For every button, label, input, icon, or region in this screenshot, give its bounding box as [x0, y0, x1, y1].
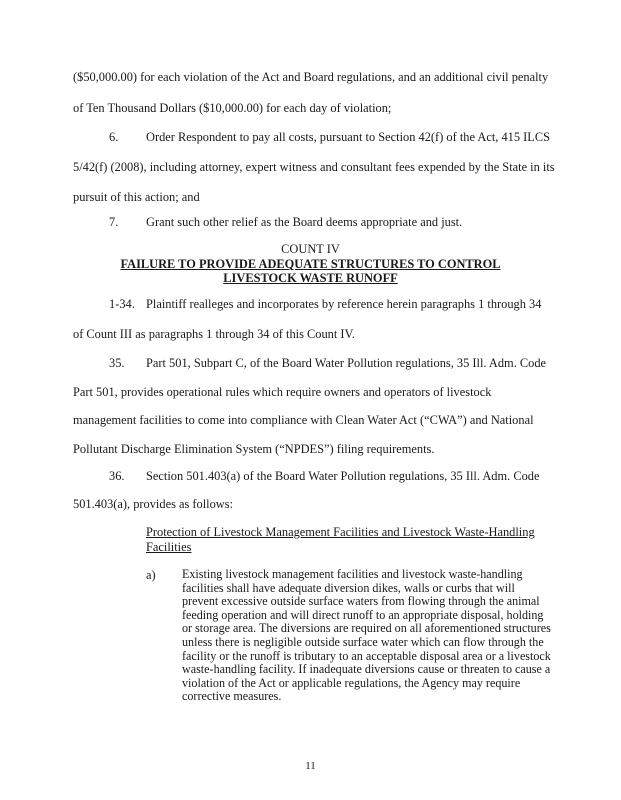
text-line: ($50,000.00) for each violation of the Act and Board regulations, and an additional civil penalty — [73, 70, 549, 84]
text-line: of Count III as paragraphs 1 through 34 of this Count IV. — [73, 327, 355, 341]
text-line: Section 501.403(a) of the Board Water Pollution regulations, 35 Ill. Adm. Code — [146, 469, 540, 483]
paragraph-number: 7. — [109, 215, 119, 229]
page-number: 11 — [305, 760, 316, 772]
paragraph-number: 6. — [109, 130, 119, 144]
text-line: Plaintiff realleges and incorporates by reference herein paragraphs 1 through 34 — [146, 297, 542, 311]
count-subtitle: LIVESTOCK WASTE RUNOFF — [223, 271, 398, 285]
paragraph-number: 36. — [109, 469, 125, 483]
count-subtitle: FAILURE TO PROVIDE ADEQUATE STRUCTURES TO CONTROL — [120, 257, 501, 271]
text-line: 501.403(a), provides as follows: — [73, 497, 234, 511]
quoted-regulation-text: Existing livestock management facilities and livestock waste-handling facilities shall have adequate diversion dikes, walls or curbs that will prevent excessive outside surface waters from flowing through the animal feeding operation and will direct runoff to an appropriate disposal, holding or storage area. The diversions are required on all aforementioned structures unless there is negligible outside surface water which can flow through the facility or the runoff is tributary to an acceptable disposal area or a livestock waste-handling facility. If inadequate diversions cause or threaten to cause a violation of the Act or applicable regulations, the Agency may require corrective measures. — [182, 567, 551, 704]
text-line: Part 501, provides operational rules which require owners and operators of livestock — [73, 385, 492, 399]
text-line: Order Respondent to pay all costs, pursuant to Section 42(f) of the Act, 415 ILCS — [146, 130, 551, 144]
text-line: management facilities to come into compliance with Clean Water Act (“CWA”) and National — [73, 413, 534, 427]
text-line: of Ten Thousand Dollars ($10,000.00) for each day of violation; — [73, 101, 392, 115]
text-line: Part 501, Subpart C, of the Board Water Pollution regulations, 35 Ill. Adm. Code — [146, 356, 547, 370]
text-line: Grant such other relief as the Board deems appropriate and just. — [146, 215, 463, 229]
paragraph-number: 35. — [109, 356, 125, 370]
text-line: pursuit of this action; and — [73, 190, 200, 204]
text-line: 5/42(f) (2008), including attorney, expert witness and consultant fees expended by the State in its — [73, 160, 555, 174]
count-title: COUNT IV — [281, 242, 340, 256]
text-line: Pollutant Discharge Elimination System (“NPDES”) filing requirements. — [73, 442, 435, 456]
subsection-label: a) — [146, 568, 156, 582]
paragraph-number: 1-34. — [109, 297, 135, 311]
quote-heading: Protection of Livestock Management Facilities and Livestock Waste-Handling Facilities — [146, 525, 535, 554]
